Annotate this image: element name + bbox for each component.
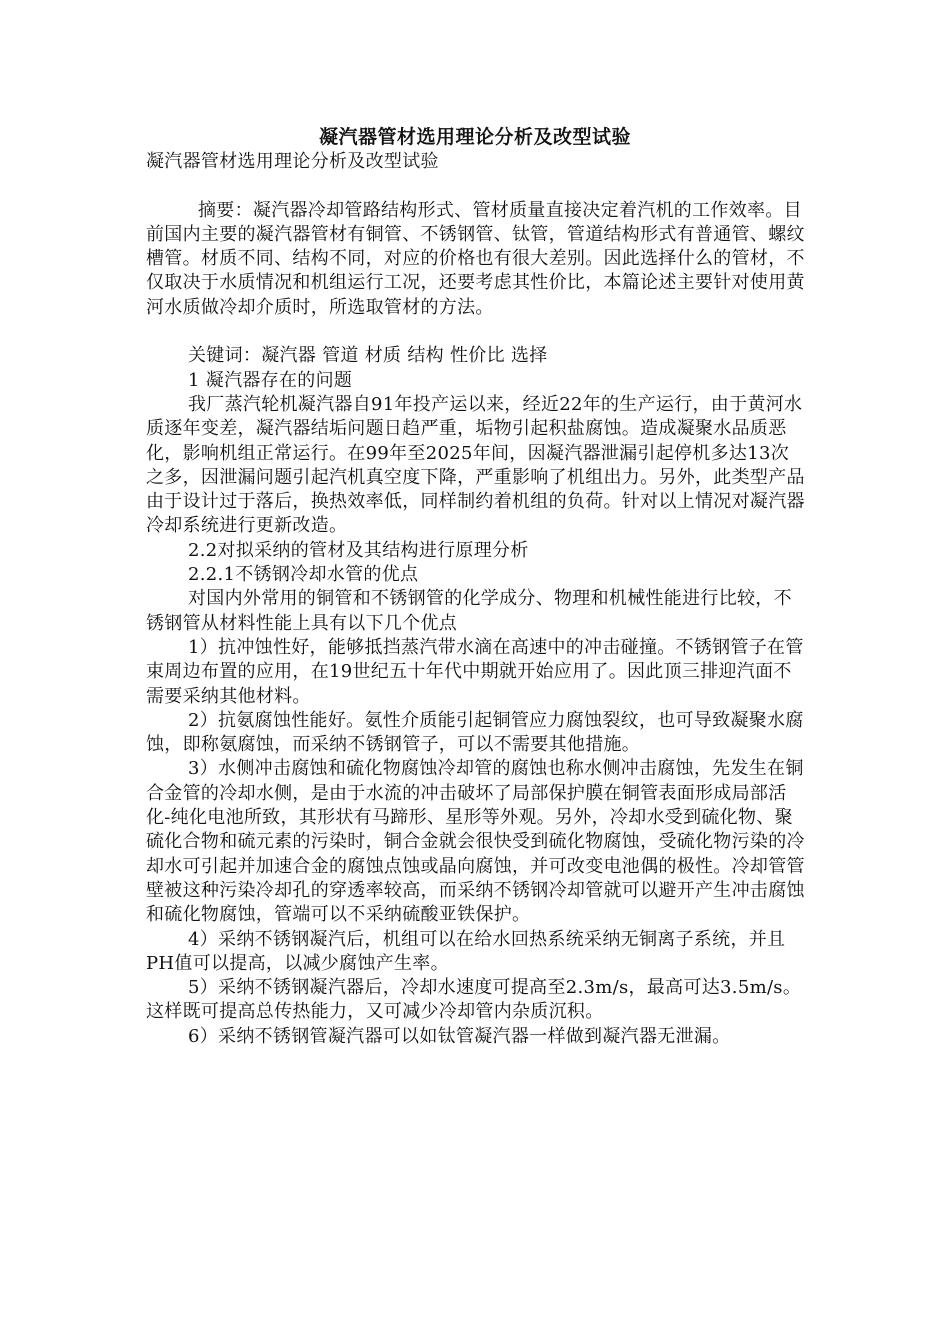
abstract-paragraph: 摘要：凝汽器冷却管路结构形式、管材质量直接决定着汽机的工作效率。目前国内主要的凝汽器管材有铜管、不锈钢管、钛管，管道结构形式有普通管、螺纹槽管。材质不同、结构不同，对应的价格也有很大差别。因此选择什么的管材，不仅取决于水质情况和机组运行工况，还要考虑其性价比，本篇论述主要针对使用黄河水质做冷却介质时，所选取管材的方法。: [146, 199, 805, 318]
spacer: [146, 174, 806, 198]
section-2-2-1-intro: 对国内外常用的铜管和不锈钢管的化学成分、物理和机械性能进行比较，不锈钢管从材料性能上具有以下几个优点: [146, 588, 792, 634]
advantage-item: 4）采纳不锈钢凝汽后，机组可以在给水回热系统采纳无铜离子系统，并且PH值可以提高，以减少腐蚀产生率。: [146, 928, 786, 974]
spacer: [146, 320, 806, 344]
section-1-body: 我厂蒸汽轮机凝汽器自91年投产运以来，经近22年的生产运行，由于黄河水质逐年变差，凝汽器结垢问题日趋严重，垢物引起积盐腐蚀。造成凝聚水品质恶化，影响机组正常运行。在99年至2025年间，因凝汽器泄漏引起停机多达13次之多，因泄漏问题引起汽机真空度下降，严重影响了机组出力。另外，此类型产品由于设计过于落后，换热效率低，同样制约着机组的负荷。针对以上情况对凝汽器冷却系统进行更新改造。: [146, 393, 805, 537]
section-2-2-heading: 2.2对拟采纳的管材及其结构进行原理分析: [188, 539, 529, 561]
advantage-item: 2）抗氨腐蚀性能好。氨性介质能引起铜管应力腐蚀裂纹，也可导致凝聚水腐蚀，即称氨腐蚀，而采纳不锈钢管子，可以不需要其他措施。: [146, 709, 804, 756]
keywords-line: 关键词：凝汽器 管道 材质 结构 性价比 选择: [188, 345, 548, 367]
advantage-item: 6）采纳不锈钢管凝汽器可以如钛管凝汽器一样做到凝汽器无泄漏。: [188, 1025, 731, 1047]
section-1-heading: 1 凝汽器存在的问题: [188, 369, 353, 391]
document-subtitle: 凝汽器管材选用理论分析及改型试验: [146, 151, 439, 172]
advantage-item: 3）水侧冲击腐蚀和硫化物腐蚀冷却管的腐蚀也称水侧冲击腐蚀，先发生在铜合金管的冷却水侧，是由于水流的冲击破坏了局部保护膜在铜管表面形成局部活化-纯化电池所致，其形状有马蹄形、星形等外观。另外，冷却水受到硫化物、聚硫化合物和硫元素的污染时，铜合金就会很快受到硫化物腐蚀，受硫化物污染的冷却水可引起并加速合金的腐蚀点蚀或晶向腐蚀，并可改变电池偶的极性。冷却管管壁被这种污染冷却孔的穿透率较高，而采纳不锈钢冷却管就可以避开产生冲击腐蚀和硫化物腐蚀，管端可以不采纳硫酸亚铁保护。: [146, 758, 805, 926]
advantage-item: 1）抗冲蚀性好，能够抵挡蒸汽带水滴在高速中的冲击碰撞。不锈钢管子在管束周边布置的应用，在19世纪五十年代中期就开始应用了。因此顶三排迎汽面不需要采纳其他材料。: [146, 636, 804, 707]
section-2-2-1-heading: 2.2.1不锈钢冷却水管的优点: [188, 564, 419, 586]
advantage-item: 5）采纳不锈钢凝汽器后，冷却水速度可提高至2.3m/s，最高可达3.5m/s。这样既可提高总传热能力，又可减少冷却管内杂质沉积。: [146, 977, 802, 1023]
document-body: [146, 150, 806, 1049]
document-title: 凝汽器管材选用理论分析及改型试验: [318, 126, 631, 148]
